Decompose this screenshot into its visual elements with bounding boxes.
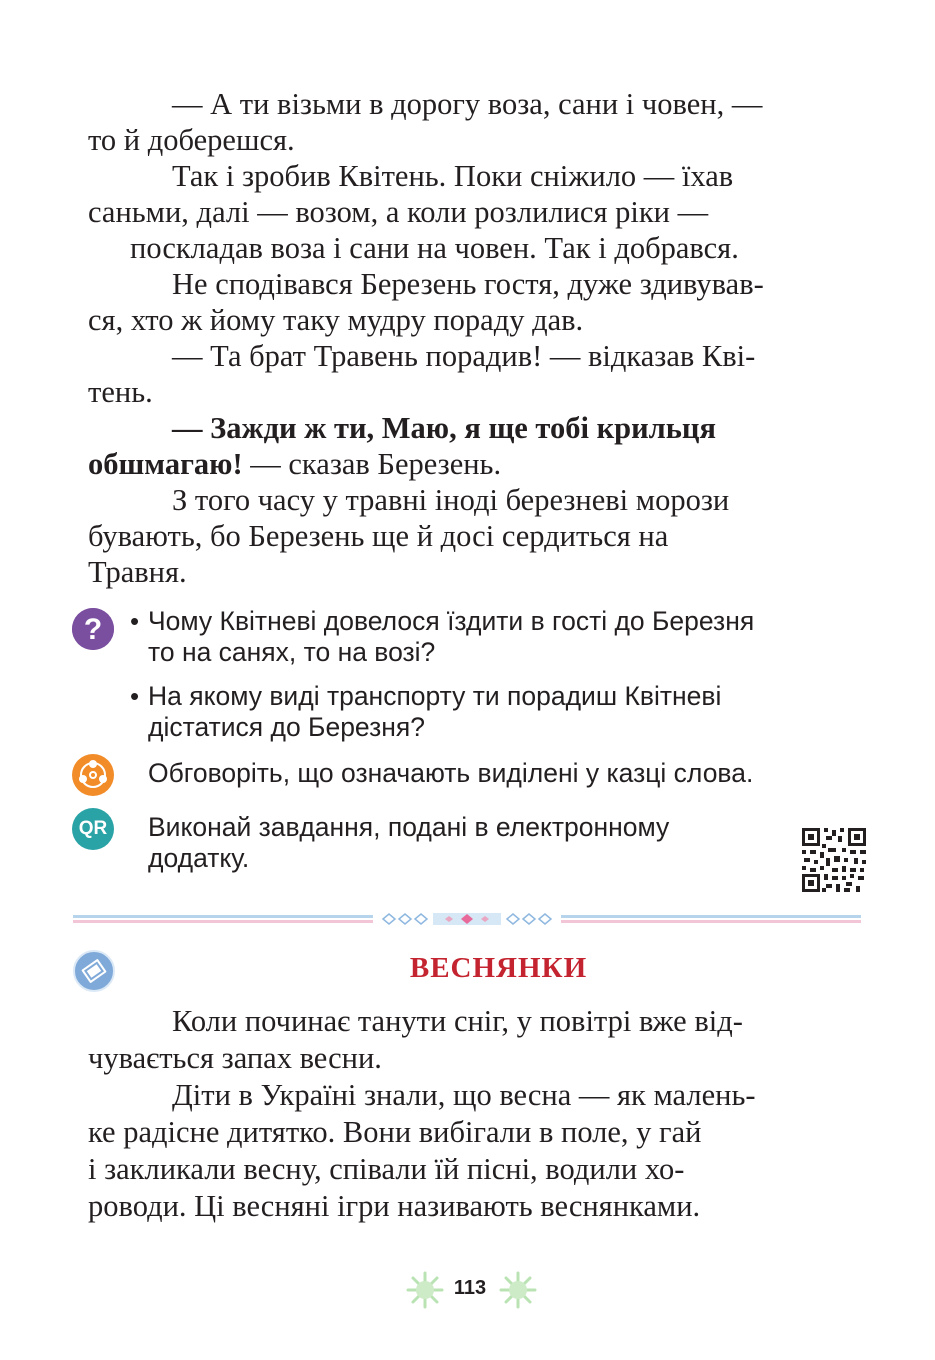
story-paragraph: Не сподівався Березень гостя, дуже здивував- ся, хто ж йому таку мудру пораду дав. xyxy=(88,267,764,337)
qr-code-icon[interactable] xyxy=(802,828,866,892)
snowflake-ornament-icon xyxy=(405,1270,445,1310)
section-paragraph: Діти в Україні знали, що весна — як малень- ке радісне дитятко. Вони вибігали в поле, у гай і закликали весну, співали їй пісні, водили хо- роводи. Ці весняні ігри називають веснянками. xyxy=(88,1078,756,1223)
electronic-task: Виконай завдання, подані в електронному додатку. xyxy=(148,812,670,873)
qr-task-block xyxy=(72,808,872,898)
story-paragraph: — Та брат Травень порадив! — відказав Кві- тень. xyxy=(88,339,756,409)
discussion-task: Обговоріть, що означають виділені у казці слова. xyxy=(148,758,754,788)
page-number: 113 xyxy=(453,1277,487,1299)
svg-text:?: ? xyxy=(83,613,103,646)
bullet: • xyxy=(130,606,140,636)
story-paragraph: Так і зробив Квітень. Поки сніжило — їхав саньми, далі — возом, а коли розлилися ріки — поскладав воза і сани на човен. Так і добрався. xyxy=(88,159,739,265)
section-paragraph: Коли починає танути сніг, у повітрі вже від- чувається запах весни. xyxy=(88,1004,743,1075)
snowflake-ornament-icon xyxy=(498,1270,538,1310)
discussion-block xyxy=(72,754,872,800)
ornament-divider xyxy=(73,911,861,927)
book-icon xyxy=(73,950,115,992)
story-paragraph: — А ти візьми в дорогу воза, сани і човен, — то й доберешся. xyxy=(88,87,763,157)
bullet: • xyxy=(130,681,140,711)
section-title: ВЕСНЯНКИ xyxy=(409,952,588,984)
questions-block xyxy=(72,606,872,746)
story-paragraph: — Зажди ж ти, Маю, я ще тобі крильця обшмагаю! — сказав Березень. xyxy=(88,411,716,481)
question-1: Чому Квітневі довелося їздити в гості до Березня то на санях, то на возі? xyxy=(148,606,755,667)
story-paragraph: З того часу у травні іноді березневі морози бувають, бо Березень ще й досі сердиться на Травня. xyxy=(88,483,730,589)
question-mark-icon xyxy=(72,608,114,650)
story-text xyxy=(88,86,867,590)
group-discussion-icon xyxy=(72,754,114,796)
qr-label-icon: QR xyxy=(72,808,114,850)
question-2: На якому виді транспорту ти порадиш Квітневі дістатися до Березня? xyxy=(148,681,722,742)
section-text xyxy=(88,1003,867,1225)
